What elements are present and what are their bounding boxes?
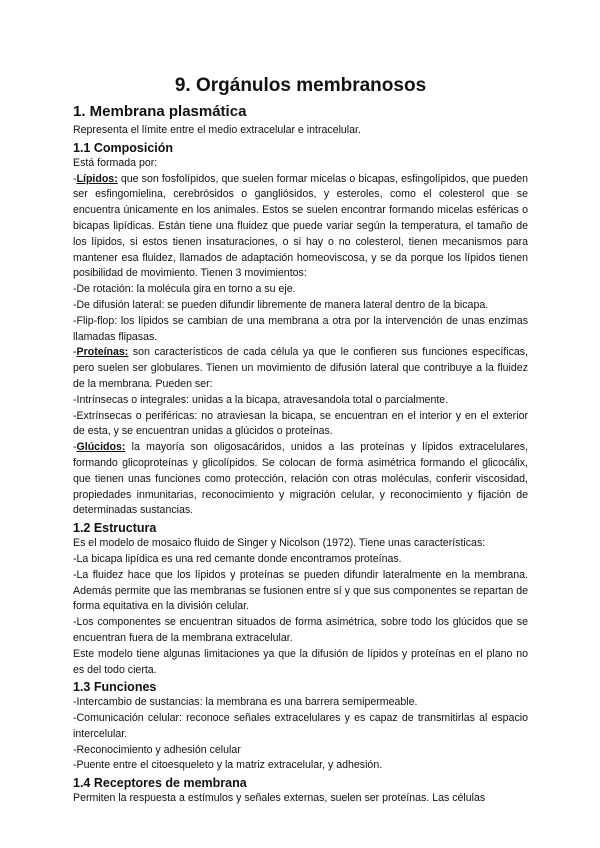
page-title: 9. Orgánulos membranosos bbox=[174, 75, 427, 96]
paragraph: Representa el límite entre el medio extracelular e intracelular. bbox=[73, 124, 361, 136]
list-item: -Intercambio de sustancias: la membrana es una barrera semipermeable. bbox=[73, 696, 418, 709]
paragraph-glucidos: -Glúcidos: la mayoría son oligosacáridos, unidos a las proteínas y lípidos extracelulares, formando glicoproteínas y glicolípidos. Se colocan de forma asimétrica formando el glicocálix, que tienen unas funciones como protección, relación con otras moléculas, conferir viscosidad, propiedades inmunitarias, reconocimiento y migración celular, y reconocimiento y fijación de determinadas sustancias. bbox=[73, 441, 528, 517]
proteinas-text: son característicos de cada célula ya que le confieren sus funciones específicas, pero suelen ser globulares. Tienen un movimiento de difusión lateral que contribuye a la fluidez de la membrana. Pueden ser: bbox=[73, 346, 528, 390]
subsection-heading-funciones: 1.3 Funciones bbox=[73, 680, 157, 695]
list-item: -Flip-flop: los lípidos se cambian de una membrana a otra por la intervención de unas enzimas llamadas flipasas. bbox=[73, 314, 528, 343]
term-lipidos: Lípidos: bbox=[76, 172, 118, 185]
paragraph: Este modelo tiene algunas limitaciones ya que la difusión de lípidos y proteínas en el plano no es del todo cierta. bbox=[73, 647, 528, 676]
term-proteinas: Proteínas: bbox=[76, 346, 129, 359]
glucidos-text: la mayoría son oligosacáridos, unidos a las proteínas y lípidos extracelulares, formando glicoproteínas y glicolípidos. Se colocan de forma asimétrica formando el glicocálix, que tienen unas funciones como protección, relación con otras moléculas, conferir viscosidad, propiedades inmunitarias, reconocimiento y migración celular, y reconocimiento y fijación de determinadas sustancias. bbox=[73, 441, 528, 517]
paragraph-lipidos: -Lípidos: que son fosfolípidos, que suelen formar micelas o bicapas, esfingolípidos, que pueden ser esfingomielina, cerebrósidos o gangliósidos, y esteroles, como el colesterol que se encuentra únicamente en los animales. Estos se suelen encontrar formando micelas esféricas o bicapas lipídicas. Están tiene una fluidez que puede variar según la temperatura, el tamaño de los lípidos, si estos tienen insaturaciones, o si hay o no colesterol, tienen mecanismos para mantener esa fluidez, llamados de adaptación homeoviscosa, y se da porque los lípidos tienen posibilidad de movimiento. Tienen 3 movimientos: bbox=[73, 172, 528, 280]
list-item: -Los componentes se encuentran situados de forma asimétrica, sobre todo los glúcidos que se encuentran fuera de la membrana extracelular. bbox=[73, 616, 528, 644]
paragraph: Está formada por: bbox=[73, 156, 158, 169]
subsection-heading-estructura: 1.2 Estructura bbox=[73, 521, 157, 536]
list-item: -La bicapa lipídica es una red cemante donde encontramos proteínas. bbox=[73, 552, 402, 565]
paragraph: Permiten la respuesta a estímulos y señales externas, suelen ser proteínas. Las células bbox=[73, 792, 486, 805]
lipidos-text: que son fosfolípidos, que suelen formar micelas o bicapas, esfingolípidos, que pueden ser esfingomielina, cerebrósidos o gangliósidos, y esteroles, como el colesterol que se encuentra únicamente en los animales. Estos se suelen encontrar formando micelas esféricas o bicapas lipídicas. Están tiene una fluidez que puede variar según la temperatura, el tamaño de los lípidos, si estos tienen insaturaciones, o si hay o no colesterol, tienen mecanismos para mantener esa fluidez, llamados de adaptación homeoviscosa, y se da porque los lípidos tienen posibilidad de movimiento. Tienen 3 movimientos: bbox=[73, 172, 528, 280]
section-heading-membrana: 1. Membrana plasmática bbox=[73, 103, 247, 120]
list-item: -Reconocimiento y adhesión celular bbox=[73, 743, 241, 756]
list-item: -Extrínsecas o periféricas: no atraviesan la bicapa, se encuentran en el interior y en el exterior de esta, y se encuentran unidas a glúcidos o proteínas. bbox=[73, 409, 528, 438]
list-item: -La fluidez hace que los lípidos y proteínas se pueden difundir lateralmente en la membrana. Además permite que las membranas se fusionen entre sí y que sus componentes se repartan de forma equitativa en la división celular. bbox=[73, 568, 528, 613]
paragraph-proteinas: -Proteínas: son característicos de cada célula ya que le confieren sus funciones específicas, pero suelen ser globulares. Tienen un movimiento de difusión lateral que contribuye a la fluidez de la membrana. Pueden ser: bbox=[73, 346, 528, 390]
list-item: -Comunicación celular: reconoce señales extracelulares y es capaz de transmitirlas al espacio intercelular. bbox=[73, 712, 528, 740]
list-item: -Intrínsecas o integrales: unidas a la bicapa, atravesandola total o parcialmente. bbox=[73, 393, 449, 406]
subsection-heading-receptores: 1.4 Receptores de membrana bbox=[73, 776, 247, 791]
term-glucidos: Glúcidos: bbox=[76, 441, 126, 454]
subsection-heading-composicion: 1.1 Composición bbox=[73, 140, 174, 155]
paragraph: Es el modelo de mosaico fluido de Singer y Nicolson (1972). Tiene unas características: bbox=[73, 537, 486, 550]
list-item: -De difusión lateral: se pueden difundir libremente de manera lateral dentro de la bicapa. bbox=[73, 298, 489, 311]
list-item: -Puente entre el citoesqueleto y la matriz extracelular, y adhesión. bbox=[73, 759, 383, 772]
document-page bbox=[73, 74, 528, 807]
list-item: -De rotación: la molécula gira en torno a su eje. bbox=[73, 283, 296, 296]
